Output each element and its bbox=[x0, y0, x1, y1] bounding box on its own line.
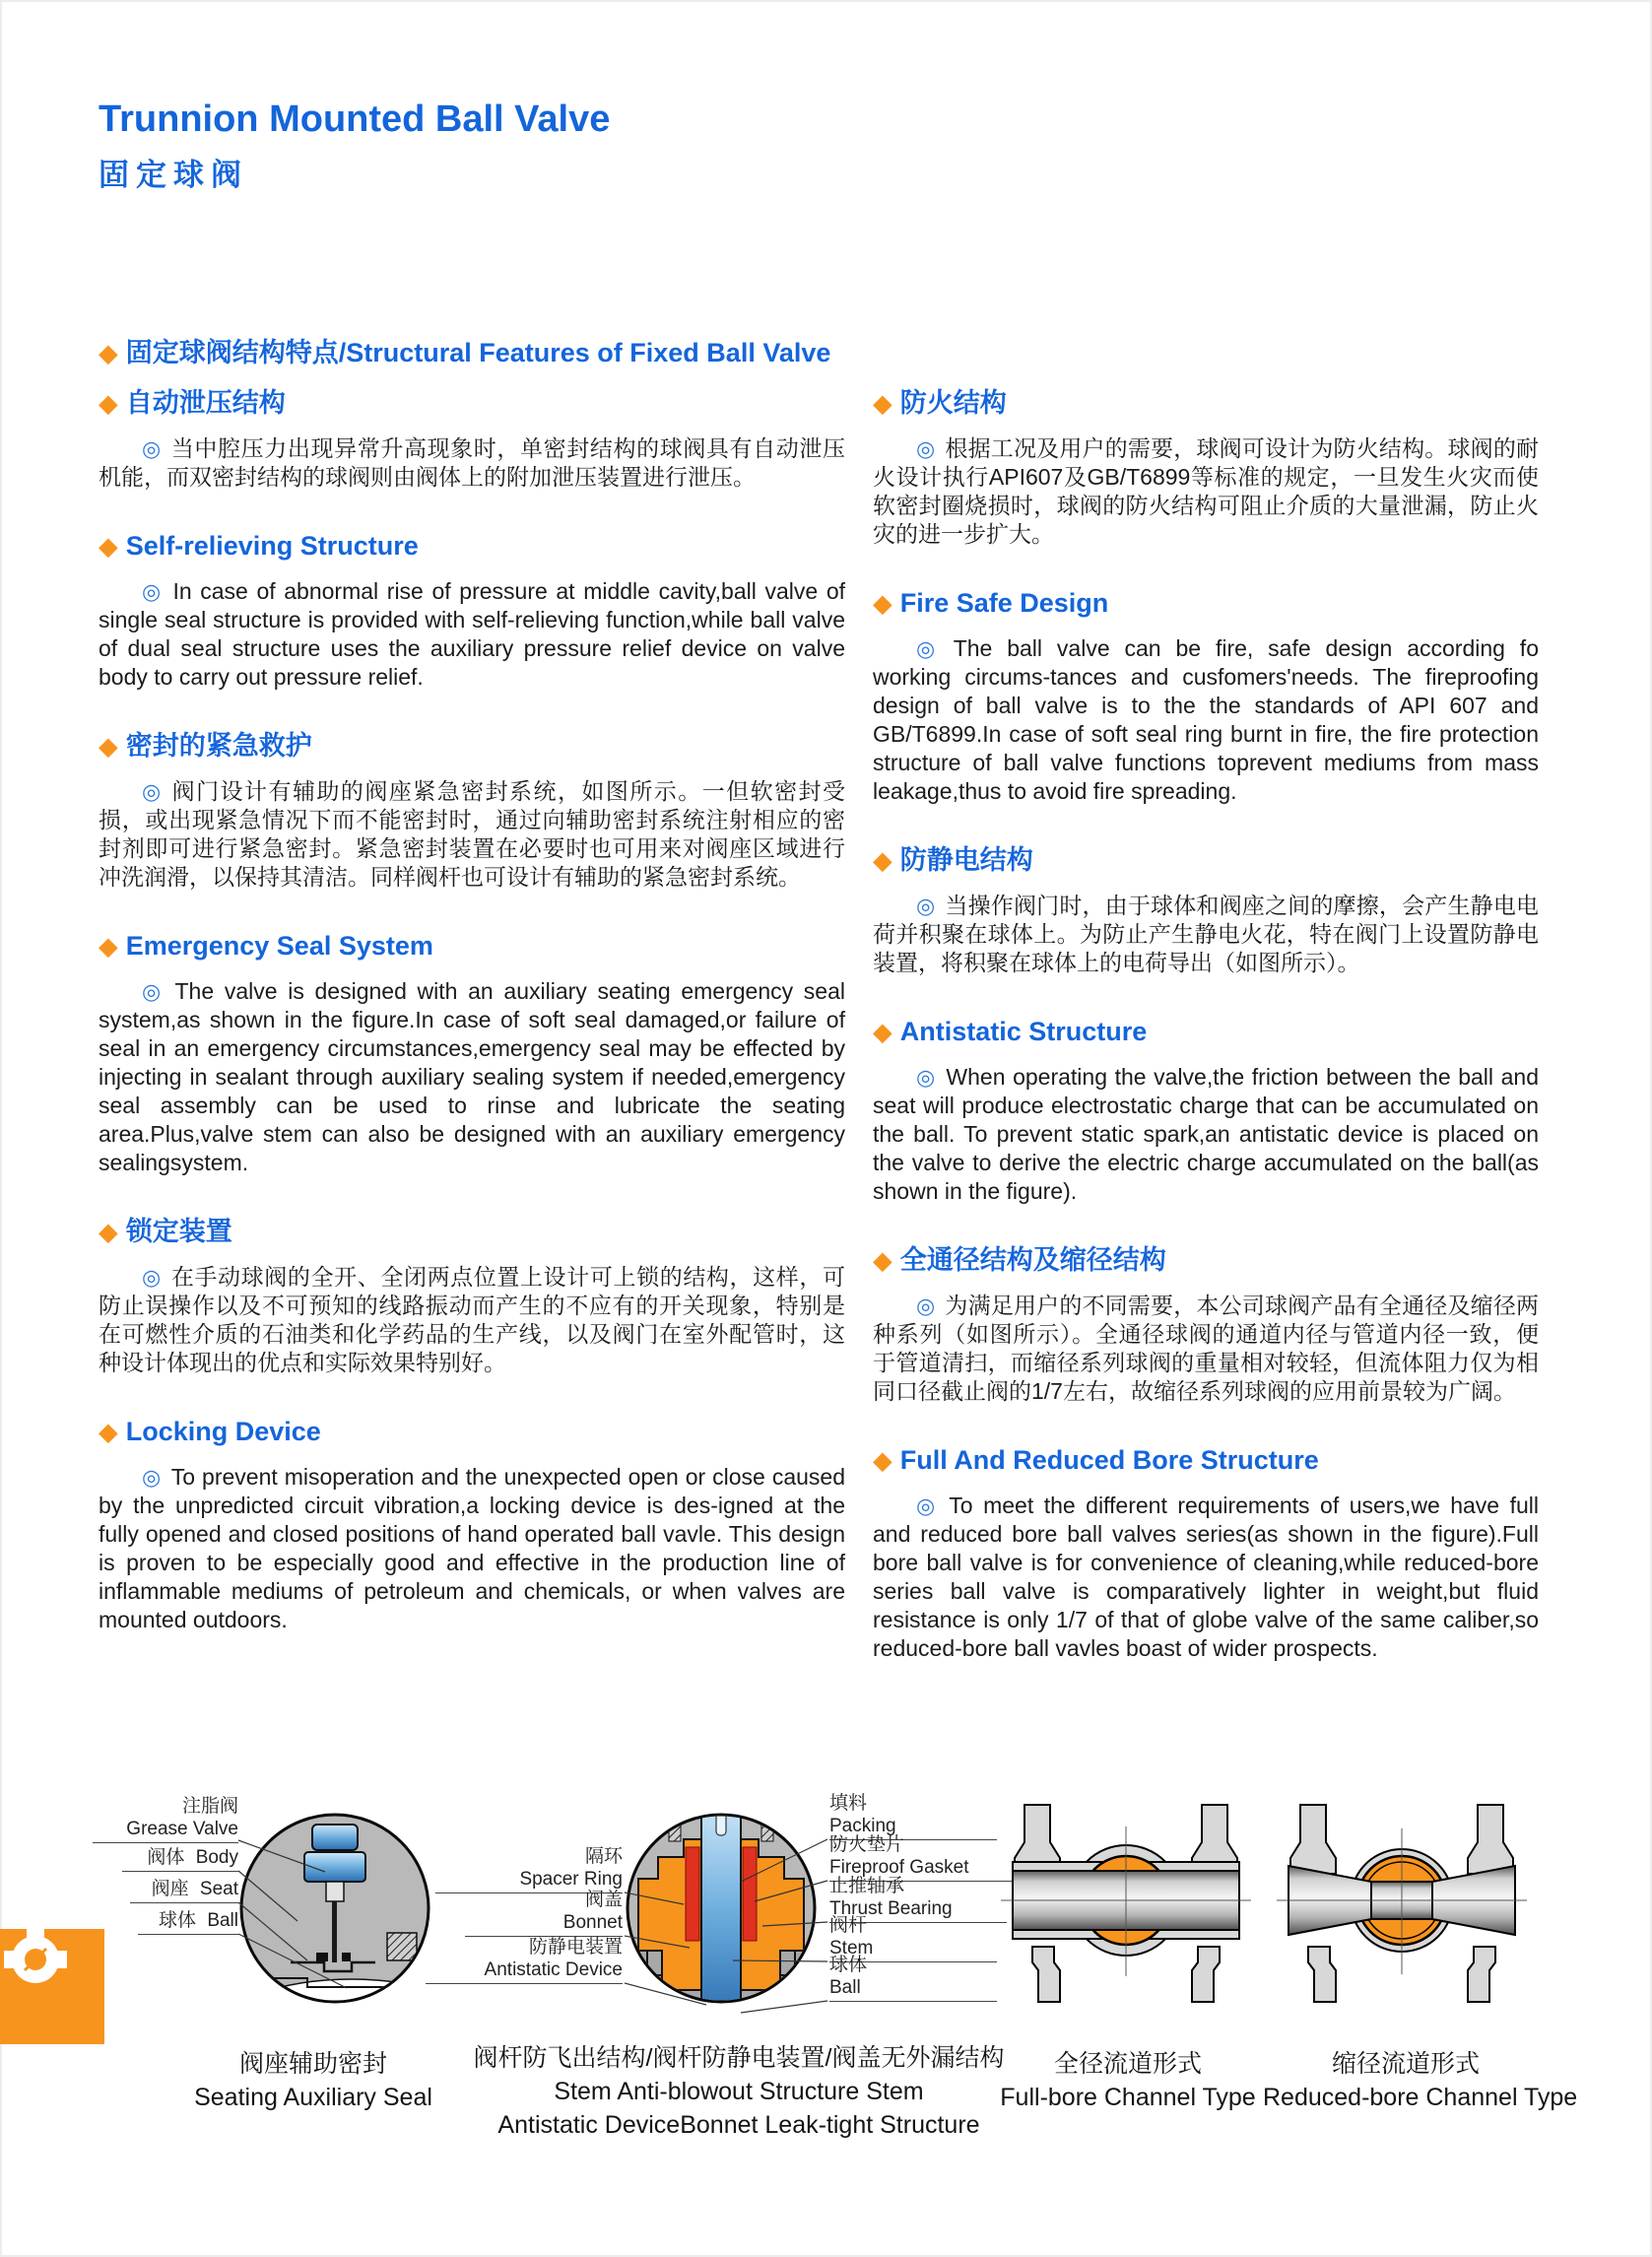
label-body bbox=[122, 1846, 238, 1872]
label-bonnet bbox=[465, 1889, 623, 1937]
section-heading-text: 自动泄压结构 bbox=[125, 388, 286, 418]
label-antistatic-device bbox=[426, 1936, 623, 1984]
label-en: Fireproof Gasket bbox=[829, 1857, 969, 1878]
section-heading bbox=[99, 729, 845, 763]
double-ring-bullet-icon: ◎ bbox=[916, 636, 944, 661]
section-body bbox=[99, 434, 845, 492]
figure4-caption bbox=[1263, 2047, 1578, 2114]
section-emergency-seal-zh bbox=[99, 729, 845, 892]
section-heading bbox=[873, 1443, 1539, 1478]
double-ring-bullet-icon: ◎ bbox=[916, 1494, 940, 1518]
section-self-relieving-zh bbox=[99, 386, 845, 492]
section-body-text: To prevent misoperation and the unexpected open or close caused by the unpredicted circuit vibration,a locking device is des-igned at the fully opened and closed positions of hand operated ball vavle. This design is proven to be especially good and effective in the production line of inflammable mediums of petroleum and chemicals, or when valves are mounted outdoors. bbox=[99, 1464, 845, 1632]
double-ring-bullet-icon: ◎ bbox=[142, 436, 162, 461]
diamond-icon: ◆ bbox=[873, 590, 892, 618]
double-ring-bullet-icon: ◎ bbox=[916, 1294, 936, 1318]
section-body bbox=[873, 892, 1539, 977]
section-body-text: 阀门设计有辅助的阀座紧急密封系统，如图所示。一但软密封受损，或出现紧急情况下而不能密封时，通过向辅助密封系统注射相应的密封剂即可进行紧急密封。紧急密封装置在必要时也可用来对阀座区域进行冲洗润滑，以保持其清洁。同样阀杆也可设计有辅助的紧急密封系统。 bbox=[99, 778, 845, 890]
structural-features-heading-text: 固定球阀结构特点/Structural Features of Fixed Ball Valve bbox=[125, 338, 831, 367]
section-heading-text: Emergency Seal System bbox=[125, 931, 433, 961]
double-ring-bullet-icon: ◎ bbox=[142, 779, 163, 804]
right-column bbox=[873, 386, 1539, 1663]
label-zh: 阀体 bbox=[147, 1847, 185, 1868]
label-en: Spacer Ring bbox=[519, 1869, 623, 1890]
section-body bbox=[873, 634, 1539, 806]
section-locking-device-zh bbox=[99, 1215, 845, 1377]
section-body-text: To meet the different requirements of users,we have full and reduced bore ball valves series(as shown in the figure).Full bore ball valve is for convenience of cleaning,while reduced-bore series ball valve is comparatively lighter in weight,but fluid resistance is only 1/7 of that of globe valve of the same caliber,so reduced-bore ball vavles boast of wider prospects. bbox=[873, 1493, 1539, 1661]
section-body-text: 当操作阀门时，由于球体和阀座之间的摩擦，会产生静电电荷并积聚在球体上。为防止产生静电火花，特在阀门上设置防静电装置，将积聚在球体上的电荷导出（如图所示）。 bbox=[873, 893, 1540, 975]
section-heading bbox=[99, 1215, 845, 1249]
caption-en: Full-bore Channel Type bbox=[1000, 2084, 1256, 2111]
section-body bbox=[873, 434, 1539, 549]
label-en: Ball bbox=[829, 1977, 861, 1998]
section-heading bbox=[873, 586, 1539, 621]
diamond-icon: ◆ bbox=[873, 390, 892, 418]
figure-reduced-bore bbox=[1273, 1799, 1531, 2021]
section-self-relieving-en bbox=[99, 529, 845, 692]
section-body bbox=[99, 577, 845, 692]
caption-en: Reduced-bore Channel Type bbox=[1263, 2084, 1578, 2111]
diamond-icon: ◆ bbox=[99, 390, 118, 418]
double-ring-bullet-icon: ◎ bbox=[142, 1465, 162, 1490]
label-en: Seat bbox=[199, 1879, 238, 1899]
section-heading bbox=[99, 1415, 845, 1449]
caption-zh: 缩径流道形式 bbox=[1331, 2050, 1480, 2078]
full-bore-valve-diagram bbox=[997, 1799, 1255, 2021]
section-heading-text: 防火结构 bbox=[899, 388, 1007, 418]
section-fire-safe-en bbox=[873, 586, 1539, 806]
section-bore-structure-en bbox=[873, 1443, 1539, 1663]
label-zh: 阀杆 bbox=[829, 1915, 868, 1936]
diamond-icon: ◆ bbox=[99, 933, 118, 961]
section-body-text: When operating the valve,the friction between the ball and seat will produce electrostatic charge that can be accumulated on the ball. To prevent static spark,an antistatic device is placed on the valve to derive the electric charge accumulated on the ball(as shown in the figure). bbox=[873, 1064, 1539, 1204]
section-body bbox=[873, 1492, 1539, 1663]
caption-zh: 全径流道形式 bbox=[1053, 2050, 1202, 2078]
label-zh: 球体 bbox=[159, 1910, 197, 1931]
section-body-text: The ball valve can be fire, safe design according fo working circums-tances and cusfomers'needs. The fireproofing design of ball valve is to the the standards of API 607 and GB/T6899.In case of soft seal ring burnt in fire, the fire protection structure of ball valve functions toprevent mediums from mass leakage,thus to avoid fire spreading. bbox=[873, 635, 1539, 804]
double-ring-bullet-icon: ◎ bbox=[142, 1265, 162, 1290]
label-seat bbox=[130, 1878, 238, 1903]
section-body-text: 根据工况及用户的需要，球阀可设计为防火结构。球阀的耐火设计执行API607及GB/T6899等标准的规定，一旦发生火灾而使软密封圈烧损时，球阀的防火结构可阻止介质的大量泄漏，防止火灾的进一步扩大。 bbox=[873, 435, 1540, 547]
caption-en: Seating Auxiliary Seal bbox=[194, 2084, 432, 2111]
double-ring-bullet-icon: ◎ bbox=[916, 894, 936, 918]
company-logo bbox=[0, 1911, 108, 2044]
section-heading bbox=[99, 386, 845, 421]
ball-valve-logo-icon bbox=[0, 1911, 108, 2044]
diamond-icon: ◆ bbox=[873, 1247, 892, 1275]
section-bore-structure-zh bbox=[873, 1243, 1539, 1406]
section-heading bbox=[873, 1015, 1539, 1049]
section-heading bbox=[99, 929, 845, 963]
reduced-bore-valve-diagram bbox=[1273, 1799, 1531, 2021]
section-body-text: 为满足用户的不同需要，本公司球阀产品有全通径及缩径两种系列（如图所示）。全通径球阀的通道内径与管道内径一致，便于管道清扫，而缩径系列球阀的重量相对较轻，但流体阻力仅为相同口径截止阀的1/7左右，故缩径系列球阀的应用前景较为广阔。 bbox=[873, 1293, 1540, 1404]
structural-features-heading bbox=[99, 331, 830, 369]
figure-full-bore bbox=[997, 1799, 1255, 2021]
double-ring-bullet-icon: ◎ bbox=[916, 436, 936, 461]
label-zh: 隔环 bbox=[584, 1846, 623, 1867]
section-heading bbox=[873, 1243, 1539, 1278]
diamond-icon: ◆ bbox=[99, 533, 118, 561]
section-heading-text: 密封的紧急救护 bbox=[125, 731, 312, 761]
section-emergency-seal-en bbox=[99, 929, 845, 1177]
label-en: Bonnet bbox=[562, 1912, 623, 1933]
figure3-caption bbox=[985, 2047, 1271, 2114]
label-zh: 阀座 bbox=[151, 1879, 189, 1899]
section-body bbox=[873, 1292, 1539, 1406]
section-body bbox=[99, 1463, 845, 1634]
page-title-en: Trunnion Mounted Ball Valve bbox=[99, 99, 611, 140]
figure-stem-structure bbox=[426, 1788, 1017, 2044]
section-heading-text: 全通径结构及缩径结构 bbox=[899, 1245, 1166, 1275]
section-heading-text: Self-relieving Structure bbox=[125, 531, 419, 561]
section-body-text: 在手动球阀的全开、全闭两点位置上设计可上锁的结构，这样，可防止误操作以及不可预知的线路振动而产生的不应有的开关现象，特别是在可燃性介质的石油类和化学药品的生产线，以及阀门在室外配管时，这种设计体现出的优点和实际效果特别好。 bbox=[99, 1264, 845, 1375]
section-fire-safe-zh bbox=[873, 386, 1539, 549]
section-body-text: In case of abnormal rise of pressure at middle cavity,ball valve of single seal structure is provided with self-relieving function,while ball valve of dual seal structure uses the auxiliary pressure relief device on valve body to carry out pressure relief. bbox=[99, 578, 845, 690]
diamond-icon: ◆ bbox=[99, 1419, 118, 1446]
caption-zh: 阀座辅助密封 bbox=[238, 2050, 387, 2078]
diamond-icon: ◆ bbox=[99, 340, 118, 367]
label-grease-valve bbox=[93, 1795, 238, 1843]
section-antistatic-zh bbox=[873, 843, 1539, 977]
left-column bbox=[99, 386, 845, 1634]
section-heading-text: 锁定装置 bbox=[125, 1217, 232, 1246]
double-ring-bullet-icon: ◎ bbox=[142, 979, 165, 1004]
page-title-block bbox=[99, 97, 610, 194]
label-ball bbox=[138, 1909, 238, 1935]
figure1-caption bbox=[165, 2047, 461, 2114]
diamond-icon: ◆ bbox=[873, 1447, 892, 1475]
section-heading-text: Full And Reduced Bore Structure bbox=[899, 1445, 1319, 1475]
section-body bbox=[99, 1263, 845, 1377]
section-body bbox=[873, 1063, 1539, 1206]
section-heading-text: Antistatic Structure bbox=[899, 1017, 1148, 1046]
caption-en1: Stem Anti-blowout Structure Stem bbox=[554, 2078, 924, 2105]
label-en: Stem bbox=[829, 1938, 874, 1958]
caption-zh: 阀杆防飞出结构/阀杆防静电装置/阀盖无外漏结构 bbox=[473, 2044, 1005, 2072]
label-zh: 球体 bbox=[829, 1955, 868, 1975]
label-zh: 防火垫片 bbox=[829, 1834, 905, 1855]
section-body bbox=[99, 977, 845, 1177]
section-heading bbox=[99, 529, 845, 564]
label-zh: 止推轴承 bbox=[829, 1876, 905, 1896]
double-ring-bullet-icon: ◎ bbox=[916, 1065, 937, 1090]
section-body bbox=[99, 777, 845, 892]
double-ring-bullet-icon: ◎ bbox=[142, 579, 164, 604]
diamond-icon: ◆ bbox=[873, 1019, 892, 1046]
label-ball bbox=[829, 1954, 997, 2002]
page-title-zh: 固定球阀 bbox=[99, 158, 248, 192]
label-zh: 阀盖 bbox=[584, 1890, 623, 1910]
label-spacer-ring bbox=[435, 1845, 623, 1893]
section-heading bbox=[873, 386, 1539, 421]
label-zh: 注脂阀 bbox=[181, 1796, 238, 1817]
label-en: Antistatic Device bbox=[484, 1959, 623, 1980]
diamond-icon: ◆ bbox=[99, 733, 118, 761]
section-antistatic-en bbox=[873, 1015, 1539, 1206]
diamond-icon: ◆ bbox=[99, 1219, 118, 1246]
label-en: Thrust Bearing bbox=[829, 1898, 953, 1919]
section-heading-text: Fire Safe Design bbox=[899, 588, 1109, 618]
section-body-text: 当中腔压力出现异常升高现象时，单密封结构的球阀具有自动泄压机能，而双密封结构的球阀则由阀体上的附加泄压装置进行泄压。 bbox=[99, 435, 845, 490]
section-locking-device-en bbox=[99, 1415, 845, 1634]
label-zh: 填料 bbox=[829, 1793, 868, 1814]
section-heading-text: Locking Device bbox=[125, 1417, 321, 1446]
label-en: Packing bbox=[829, 1816, 896, 1836]
diamond-icon: ◆ bbox=[873, 847, 892, 875]
caption-en2: Antistatic DeviceBonnet Leak-tight Structure bbox=[497, 2111, 980, 2139]
label-en: Grease Valve bbox=[126, 1819, 238, 1839]
figure-seating-auxiliary-seal bbox=[89, 1795, 463, 2046]
label-en: Body bbox=[195, 1847, 238, 1868]
label-en: Ball bbox=[207, 1910, 238, 1931]
figure2-caption bbox=[433, 2041, 1044, 2142]
section-heading bbox=[873, 843, 1539, 878]
section-body-text: The valve is designed with an auxiliary seating emergency seal system,as shown in the figure.In case of soft seal damaged,or failure of seal in an emergency circumstances,emergency seal may be effected by injecting in sealant through auxiliary sealing system if needed,emergency seal assembly can be used to rinse and lubricate the seating area.Plus,valve stem can also be designed with an auxiliary emergency sealingsystem. bbox=[99, 978, 845, 1175]
label-zh: 防静电装置 bbox=[528, 1937, 623, 1958]
section-heading-text: 防静电结构 bbox=[899, 845, 1033, 875]
